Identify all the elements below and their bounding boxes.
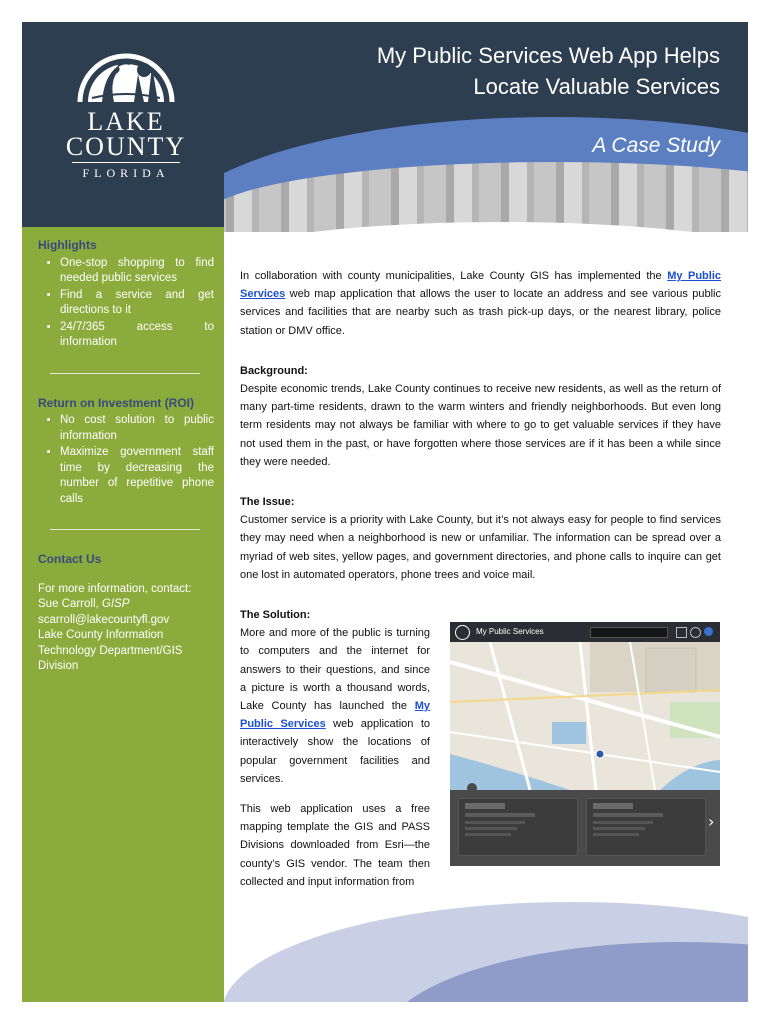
logo-county: COUNTY [65,132,187,161]
issue-paragraph: Customer service is a priority with Lake County, but it’s not always easy for people to find services they may need when a neighborhood is new or unfamiliar. The information can be spread over a myriad of web sites, yellow pages, and government directories, and phone calls to inquire can get one lost in automated operators, phone trees and voice mail. [240,514,721,581]
subtitle: A Case Study [592,134,720,157]
lake-county-logo [56,36,196,181]
contact-name: Sue Carroll, [38,598,99,610]
roi-heading: Return on Investment (ROI) [38,395,195,410]
highlights-heading: Highlights [38,238,97,252]
app-grid-icon [676,627,687,638]
map-graphic [450,642,720,790]
background-heading: Background: [240,364,308,377]
app-map [450,642,720,790]
template-paragraph: This web application uses a free mapping template the GIS and PASS Divisions downloaded from Esri—the county’s GIS vendor. The team then collected and input information from [240,803,430,888]
sidebar [22,22,224,1002]
list-item: • Maximize government staff time by decreasing the number of repetitive phone calls [60,445,214,507]
chevron-right-icon[interactable]: › [708,812,715,831]
app-info-icon [704,627,713,636]
logo-florida: FLORIDA [72,162,180,181]
intro-paragraph [240,267,721,340]
roi-list [38,413,214,507]
contact-cert: GISP [101,598,130,610]
app-gear-icon [690,627,701,638]
intro-text-post: web map application that allows the user to locate an address and see various public services and facilities that are nearby such as trash pick-up days, or the nearest library, police station or DMV office. [240,288,721,337]
seal-icon [74,36,178,106]
my-public-services-link-2[interactable]: My Public Services [240,700,430,731]
title-line-1: My Public Services Web App Helps [376,43,720,68]
list-item: • 24/7/365 access to information [60,320,214,351]
result-card-1[interactable] [458,798,578,856]
divider [50,373,200,374]
highlights-list [38,256,214,351]
contact-name-line [38,597,214,613]
contact-intro: For more information, contact: [38,582,192,595]
list-item: • One-stop shopping to find needed public services [60,256,214,287]
app-screenshot [450,622,720,866]
app-logo-icon [455,625,470,640]
result-card-2[interactable] [586,798,706,856]
intro-text-pre: In collaboration with county municipalities, Lake County GIS has implemented the [240,270,662,282]
app-results-panel [450,790,720,866]
logo-block [22,22,224,227]
my-public-services-link[interactable]: My Public Services [240,270,722,301]
header-banner [224,22,748,232]
logo-lake: LAKE [87,107,165,136]
contact-email[interactable]: scarroll@lakecountyfl.gov [38,613,170,626]
contact-department: Lake County Information Technology Department/GIS Division [38,629,183,672]
solution-text-pre: More and more of the public is turning to computers and the internet for answers to their questions, and since a picture is worth a thousand words, Lake County has launched the [240,627,430,713]
list-item: • Find a service and get directions to it [60,288,214,319]
app-title: My Public Services [476,627,544,636]
solution-paragraph [240,624,430,788]
app-search-box [590,627,668,638]
solution-text-post: web application to interactively show the locations of popular government facilities and services. [240,718,431,785]
divider [50,529,200,530]
app-header-bar [450,622,720,642]
title-line-2: Locate Valuable Services [473,74,720,99]
sidebar-content [38,238,214,675]
flyer-page [22,22,748,1002]
contact-heading: Contact Us [38,552,102,566]
solution-heading: The Solution: [240,609,311,622]
page-title [377,40,720,102]
background-paragraph: Despite economic trends, Lake County continues to receive new residents, as well as the return of many part-time residents, drawn to the warm winters and friendly neighborhoods. But even long term residents may not always be familiar with where to go to get valuable services if they have not used them in the past, or have forgotten where those services are if it has been a while since they were needed. [240,383,721,468]
issue-heading: The Issue: [240,496,295,509]
list-item: • No cost solution to public information [60,413,214,444]
contact-block [38,582,214,675]
